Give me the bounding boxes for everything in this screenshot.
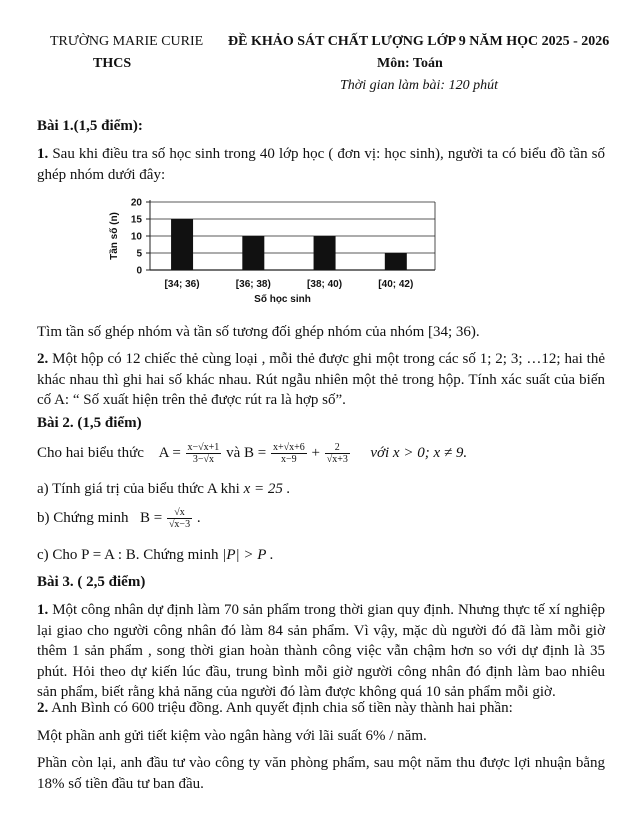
bai3-q1-number: 1. [37, 602, 49, 618]
y-tick-label-10: 10 [130, 231, 142, 243]
y-tick-label-20: 20 [130, 197, 142, 209]
condition-text: với x > 0; x ≠ 9. [370, 444, 468, 461]
bai2-intro: Cho hai biểu thức [37, 444, 144, 461]
bai1-q2-text: Một hộp có 12 chiếc thẻ cùng loại , mỗi thẻ được ghi một trong các số 1; 2; 3; …12; hai thẻ khác nhau thì ghi hai số khác nhau. Rút ngẫu nhiên một thẻ trong hộp. Tính xác suất của biến cố A: “ Số xuất hiện trên thẻ được rút ra là hợp số”. [37, 351, 605, 408]
bai3-q2-number: 2. [37, 700, 49, 716]
expr-b-denominator2: √x+3 [326, 454, 348, 465]
part-a-text: a) Tính giá trị của biểu thức A khi [37, 481, 240, 497]
y-tick-label-0: 0 [136, 265, 142, 277]
chart-svg [105, 190, 445, 310]
bai3-q1 [37, 600, 605, 703]
x-tick-label-1: [36; 38) [235, 279, 271, 290]
school-level: THCS [93, 56, 132, 71]
school-name: TRƯỜNG MARIE CURIE [50, 34, 204, 49]
expr-a-numerator: x−√x+1 [187, 442, 220, 453]
expr-a-denominator: 3−√x [192, 454, 214, 465]
and-word: và [226, 444, 241, 461]
bar-2 [314, 236, 336, 270]
bai1-q1-ask: Tìm tần số ghép nhóm và tần số tương đối ghép nhóm của nhóm [34; 36). [37, 324, 480, 340]
expr-a-fraction [186, 442, 222, 465]
x-tick-label-2: [38; 40) [307, 279, 343, 290]
bai3-q1-text: Một công nhân dự định làm 70 sản phẩm trong thời gian quy định. Nhưng thực tế xí nghiệp lại giao cho người công nhân đó làm 84 sản phẩm. Vì vậy, mặc dù người đó đã làm mỗi giờ thêm 1 sản phẩm , song thời gian hoàn thành công việc vẫn chậm hơn so với dự định là 35 phút. Hỏi theo dự kiến lúc đầu, trung bình mỗi giờ người công nhân đó định làm bao nhiêu sản phẩm, biết rằng khả năng của người đó làm được không quá 10 sản phẩm mỗi giờ. [37, 602, 606, 700]
plus-sign: + [311, 444, 320, 461]
exam-subject: Môn: Toán [377, 56, 443, 71]
part-b-fraction [167, 507, 192, 530]
bai2-title: Bài 2. (1,5 điểm) [37, 415, 142, 431]
bar-0 [171, 219, 193, 270]
y-axis-label: Tần số (n) [109, 212, 120, 260]
x-tick-label-0: [34; 36) [164, 279, 200, 290]
bai3-q2-text: Anh Bình có 600 triệu đồng. Anh quyết định chia số tiền này thành hai phần: [51, 700, 513, 716]
expr-b-numerator1: x+√x+6 [272, 442, 305, 453]
frequency-chart [105, 190, 445, 310]
expr-b-numerator2: 2 [325, 442, 350, 454]
y-tick-label-15: 15 [130, 214, 142, 226]
bai3-title: Bài 3. ( 2,5 điểm) [37, 574, 146, 590]
part-b-text: b) Chứng minh [37, 509, 129, 526]
bai1-q1-text: Sau khi điều tra số học sinh trong 40 lớp học ( đơn vị: học sinh), người ta có biểu đồ tần số ghép nhóm dưới đây: [37, 146, 606, 183]
bai1-title: Bài 1.(1,5 điểm): [37, 118, 143, 134]
bai3-q2-line2: Một phần anh gửi tiết kiệm vào ngân hàng với lãi suất 6% / năm. [37, 728, 427, 744]
bai2-expressions [37, 442, 467, 470]
part-c-text: c) Cho P = A : B. Chứng minh [37, 547, 219, 563]
y-tick-label-5: 5 [136, 248, 142, 260]
part-b-denominator: √x−3 [168, 519, 191, 530]
exam-duration: Thời gian làm bài: 120 phút [340, 78, 498, 93]
x-axis-label: Số học sinh [254, 294, 311, 305]
bai1-q1 [37, 144, 605, 185]
part-c-inequality: |P| > P . [222, 547, 274, 563]
part-a-value: x = 25 . [243, 481, 291, 497]
bai3-q2-line3: Phần còn lại, anh đầu tư vào công ty văn phòng phẩm, sau một năm thu được lợi nhuận bằng 18% số tiền đầu tư ban đầu. [37, 755, 605, 792]
bar-3 [385, 253, 407, 270]
part-b-end: . [196, 509, 201, 526]
bai1-q1-number: 1. [37, 146, 49, 162]
x-tick-label-3: [40; 42) [378, 279, 414, 290]
expr-a-label: A = [158, 444, 181, 461]
expr-b-denominator1: x−9 [281, 454, 297, 465]
bai2-part-b [37, 507, 201, 537]
part-b-numerator: √x [167, 507, 192, 519]
bai2-part-a [37, 479, 290, 499]
bai3-q2 [37, 698, 605, 719]
expr-b-fraction2 [325, 442, 350, 465]
expr-b-label: B = [243, 444, 267, 461]
bar-1 [242, 236, 264, 270]
bai1-q2 [37, 349, 605, 411]
expr-b-fraction1 [271, 442, 307, 465]
part-b-label: B = [139, 509, 163, 526]
exam-title: ĐỀ KHẢO SÁT CHẤT LƯỢNG LỚP 9 NĂM HỌC 2025 - 2026 [228, 34, 610, 49]
bai1-q2-number: 2. [37, 351, 49, 367]
bai2-part-c [37, 545, 274, 565]
